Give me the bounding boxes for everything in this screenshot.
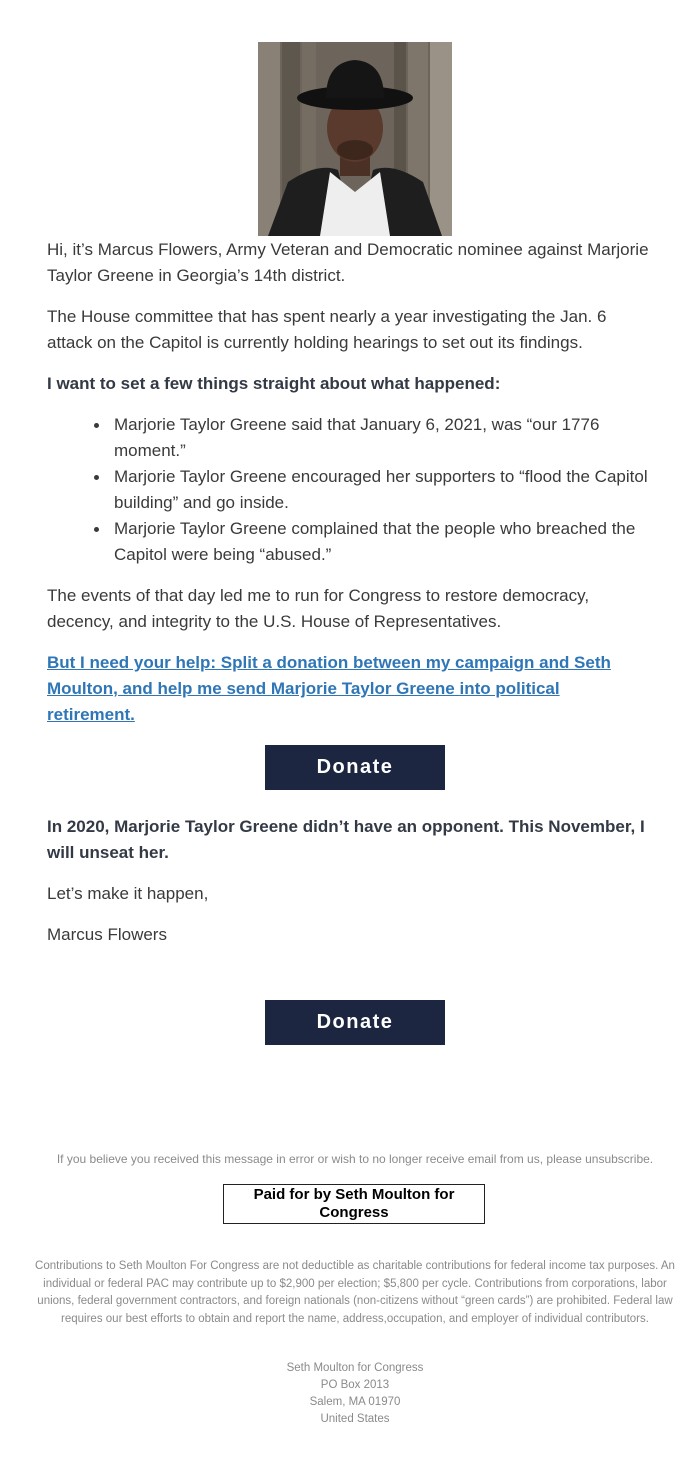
facts-list [47, 412, 652, 568]
address-country: United States [320, 1413, 390, 1425]
straight-heading: I want to set a few things straight about what happened: [47, 374, 501, 393]
greeting-paragraph: Hi, it’s Marcus Flowers, Army Veteran and Democratic nominee against Marjorie Taylor Greene in Georgia’s 14th district. [47, 240, 649, 285]
donation-cta-link[interactable]: But I need your help: Split a donation between my campaign and Seth Moulton, and help me send Marjorie Taylor Greene into political retirement. [47, 653, 611, 724]
address-line2: Salem, MA 01970 [309, 1396, 401, 1408]
donate-button-bottom[interactable]: Donate [265, 1000, 445, 1045]
paid-for-box: Paid for by Seth Moulton for Congress [223, 1184, 485, 1224]
list-item [92, 516, 652, 568]
bullet-text-1: Marjorie Taylor Greene said that January 6, 2021, was “our 1776 moment.” [114, 415, 600, 460]
address-line1: PO Box 2013 [320, 1379, 390, 1391]
bullet-text-3: Marjorie Taylor Greene complained that the people who breached the Capitol were being “abused.” [114, 519, 636, 564]
opponent-paragraph: In 2020, Marjorie Taylor Greene didn’t have an opponent. This November, I will unseat her. [47, 817, 645, 862]
candidate-photo [258, 42, 452, 236]
list-item [92, 464, 652, 516]
bullet-text-2: Marjorie Taylor Greene encouraged her supporters to “flood the Capitol building” and go inside. [114, 467, 648, 512]
signoff-text: Let’s make it happen, [47, 884, 209, 903]
mailing-address [205, 1360, 505, 1428]
portrait-image [258, 42, 452, 236]
donate-button[interactable]: Donate [265, 745, 445, 790]
contribution-disclaimer: Contributions to Seth Moulton For Congress are not deductible as charitable contributions for federal income tax purposes. An individual or federal PAC may contribute up to $2,900 per election; $5,800 per cycle. Contributions from corporations, labor unions, federal government contractors, and foreign nationals (non-citizens without “green cards”) are prohibited. Federal law requires our best efforts to obtain and report the name, address,occupation, and employer of individual contributors. [35, 1260, 675, 1325]
email-body-lower [47, 814, 652, 963]
email-body [47, 236, 652, 728]
unsubscribe-note: If you believe you received this message in error or wish to no longer receive email from us, please unsubscribe. [56, 1152, 654, 1166]
signature-text: Marcus Flowers [47, 925, 167, 944]
list-item [92, 412, 652, 464]
committee-paragraph: The House committee that has spent nearly a year investigating the Jan. 6 attack on the Capitol is currently holding hearings to set out its findings. [47, 307, 607, 352]
address-org: Seth Moulton for Congress [286, 1362, 424, 1374]
events-paragraph: The events of that day led me to run for Congress to restore democracy, decency, and integrity to the U.S. House of Representatives. [47, 586, 590, 631]
